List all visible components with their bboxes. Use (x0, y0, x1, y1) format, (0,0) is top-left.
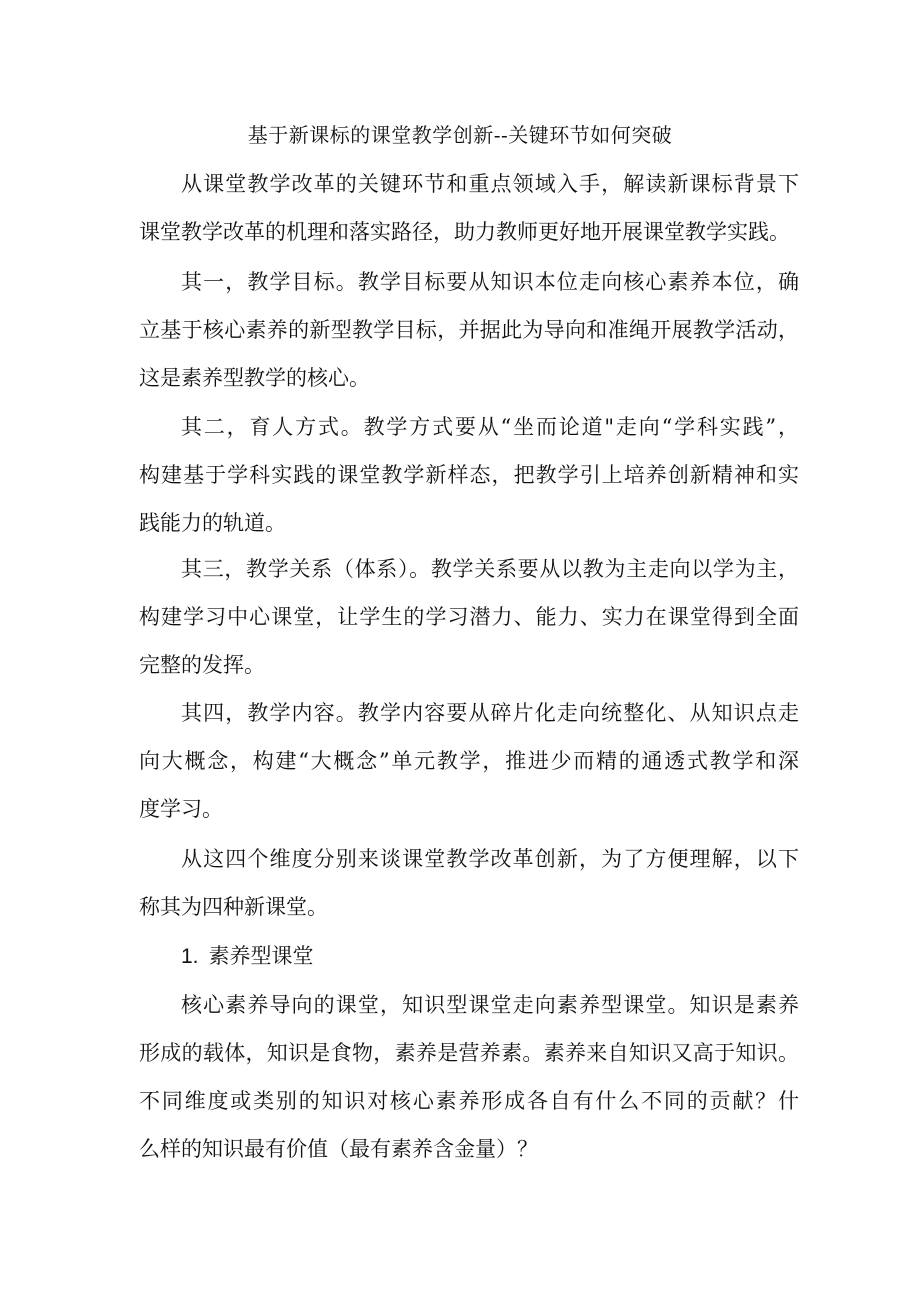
text-line: 从课堂教学改革的关键环节和重点领域入手，解读新课标背景下 (181, 172, 799, 196)
text-line: 其一，教学目标。教学目标要从知识本位走向核心素养本位，确 (181, 270, 799, 294)
document-title: 基于新课标的课堂教学创新--关键环节如何突破 (247, 123, 673, 147)
text-line: 构建基于学科实践的课堂教学新样态，把教学引上培养创新精神和实 (139, 463, 799, 487)
text-line: 立基于核心素养的新型教学目标，并据此为导向和准绳开展教学活动， (139, 318, 799, 342)
text-line: 从这四个维度分别来谈课堂教学改革创新，为了方便理解，以下 (181, 847, 799, 871)
text-line: 称其为四种新课堂。 (139, 895, 328, 919)
text-line: 不同维度或类别的知识对核心素养形成各自有什么不同的贡献？什 (139, 1089, 799, 1113)
section-heading-text: 素养型课堂 (208, 944, 314, 968)
text-line: 么样的知识最有价值（最有素养含金量）？ (139, 1137, 538, 1161)
paragraph-method (139, 403, 799, 547)
text-line: 这是素养型教学的核心。 (139, 366, 370, 390)
text-line: 完整的发挥。 (139, 653, 265, 677)
text-line: 度学习。 (139, 797, 223, 821)
paragraph-content (139, 689, 799, 833)
text-line: 核心素养导向的课堂，知识型课堂走向素养型课堂。知识是素养 (181, 993, 799, 1017)
text-line: 其二，育人方式。教学方式要从“坐而论道"走向“学科实践”， (181, 415, 799, 439)
text-line: 构建学习中心课堂，让学生的学习潜力、能力、实力在课堂得到全面 (139, 605, 799, 629)
section-heading (181, 932, 314, 981)
text-line: 其四，教学内容。教学内容要从碎片化走向统整化、从知识点走 (181, 701, 799, 725)
text-line: 向大概念，构建“大概念”单元教学，推进少而精的通透式教学和深 (139, 749, 799, 773)
section-number: 1. (181, 945, 199, 968)
paragraph-literacy (139, 981, 799, 1173)
text-line: 形成的载体，知识是食物，素养是营养素。素养来自知识又高于知识。 (139, 1041, 799, 1065)
paragraph-goal (139, 258, 799, 402)
paragraph-relationship (139, 545, 799, 689)
paragraph-intro (139, 160, 799, 256)
text-line: 课堂教学改革的机理和落实路径，助力教师更好地开展课堂教学实践。 (139, 220, 790, 244)
text-line: 践能力的轨道。 (139, 511, 286, 535)
text-line: 其三，教学关系（体系）。教学关系要从以教为主走向以学为主， (181, 557, 799, 581)
paragraph-summary (139, 835, 799, 931)
